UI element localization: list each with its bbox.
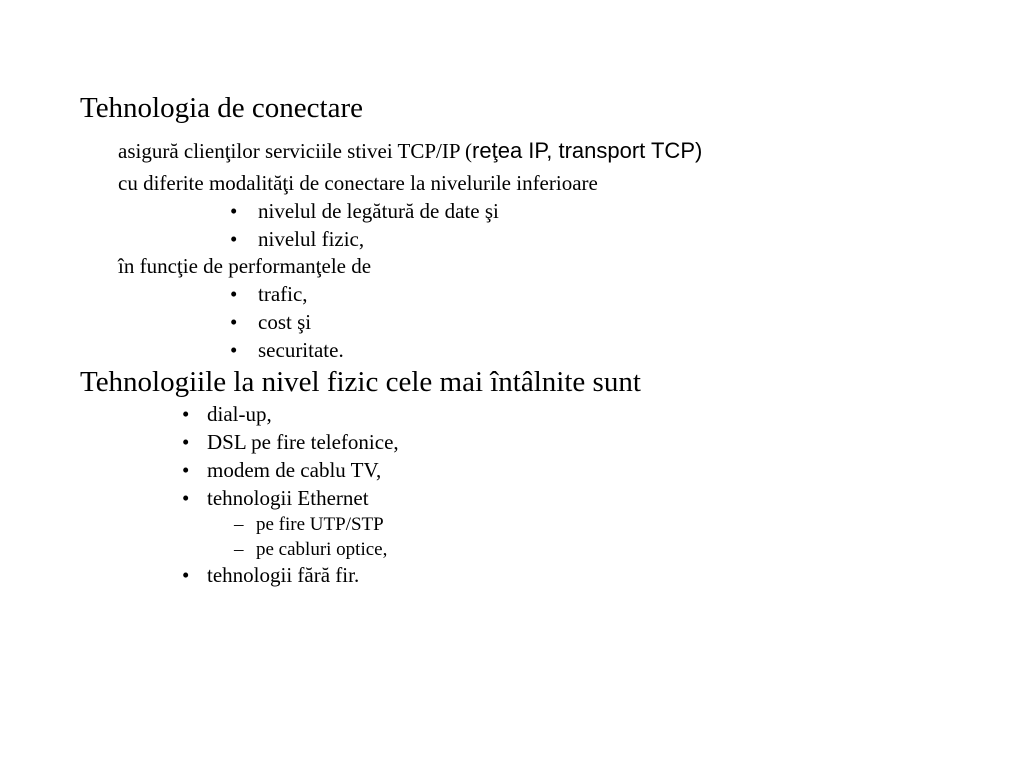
list-item-text: modem de cablu TV, (207, 458, 382, 482)
tcpip-layers-text: reţea IP, transport TCP) (472, 138, 703, 163)
list-item-text: nivelul de legătură de date şi (258, 199, 499, 223)
list-item (230, 310, 312, 334)
performance-line: în funcţie de performanţele de (118, 254, 372, 278)
bullet-icon: • (230, 199, 238, 223)
sub-list-item-text: pe cabluri optice, (256, 539, 388, 560)
list-item-text: trafic, (258, 282, 308, 306)
list-item-text: tehnologii fără fir. (207, 563, 360, 587)
sub-list-item (234, 514, 384, 535)
bullet-icon: • (182, 458, 190, 482)
list-item-text: dial-up, (207, 402, 272, 426)
bullet-icon: • (230, 282, 238, 306)
list-item-text: DSL pe fire telefonice, (207, 430, 399, 454)
bullet-icon: • (182, 486, 190, 510)
tcpip-services-line (118, 140, 702, 162)
list-item (182, 402, 272, 426)
section2-heading: Tehnologiile la nivel fizic cele mai întâlnite sunt (80, 366, 641, 398)
list-item-text: tehnologii Ethernet (207, 486, 369, 510)
dash-icon: – (234, 514, 244, 535)
list-item-text: cost şi (258, 310, 312, 334)
bullet-icon: • (230, 227, 238, 251)
connection-modes-line: cu diferite modalităţi de conectare la nivelurile inferioare (118, 171, 598, 195)
bullet-icon: • (182, 430, 190, 454)
tcpip-services-text: asigură clienţilor serviciile stivei TCP/IP ( (118, 139, 473, 163)
list-item (230, 199, 499, 223)
list-item (182, 458, 382, 482)
dash-icon: – (234, 539, 244, 560)
list-item-text: nivelul fizic, (258, 227, 365, 251)
bullet-icon: • (230, 310, 238, 334)
list-item (230, 282, 308, 306)
sub-list-item (234, 539, 388, 560)
list-item (230, 227, 365, 251)
list-item (230, 338, 344, 362)
list-item (182, 430, 399, 454)
section1-heading: Tehnologia de conectare (80, 92, 363, 124)
bullet-icon: • (182, 402, 190, 426)
bullet-icon: • (230, 338, 238, 362)
list-item-text: securitate. (258, 338, 344, 362)
bullet-icon: • (182, 563, 190, 587)
list-item (182, 486, 369, 510)
sub-list-item-text: pe fire UTP/STP (256, 514, 384, 535)
list-item (182, 563, 360, 587)
